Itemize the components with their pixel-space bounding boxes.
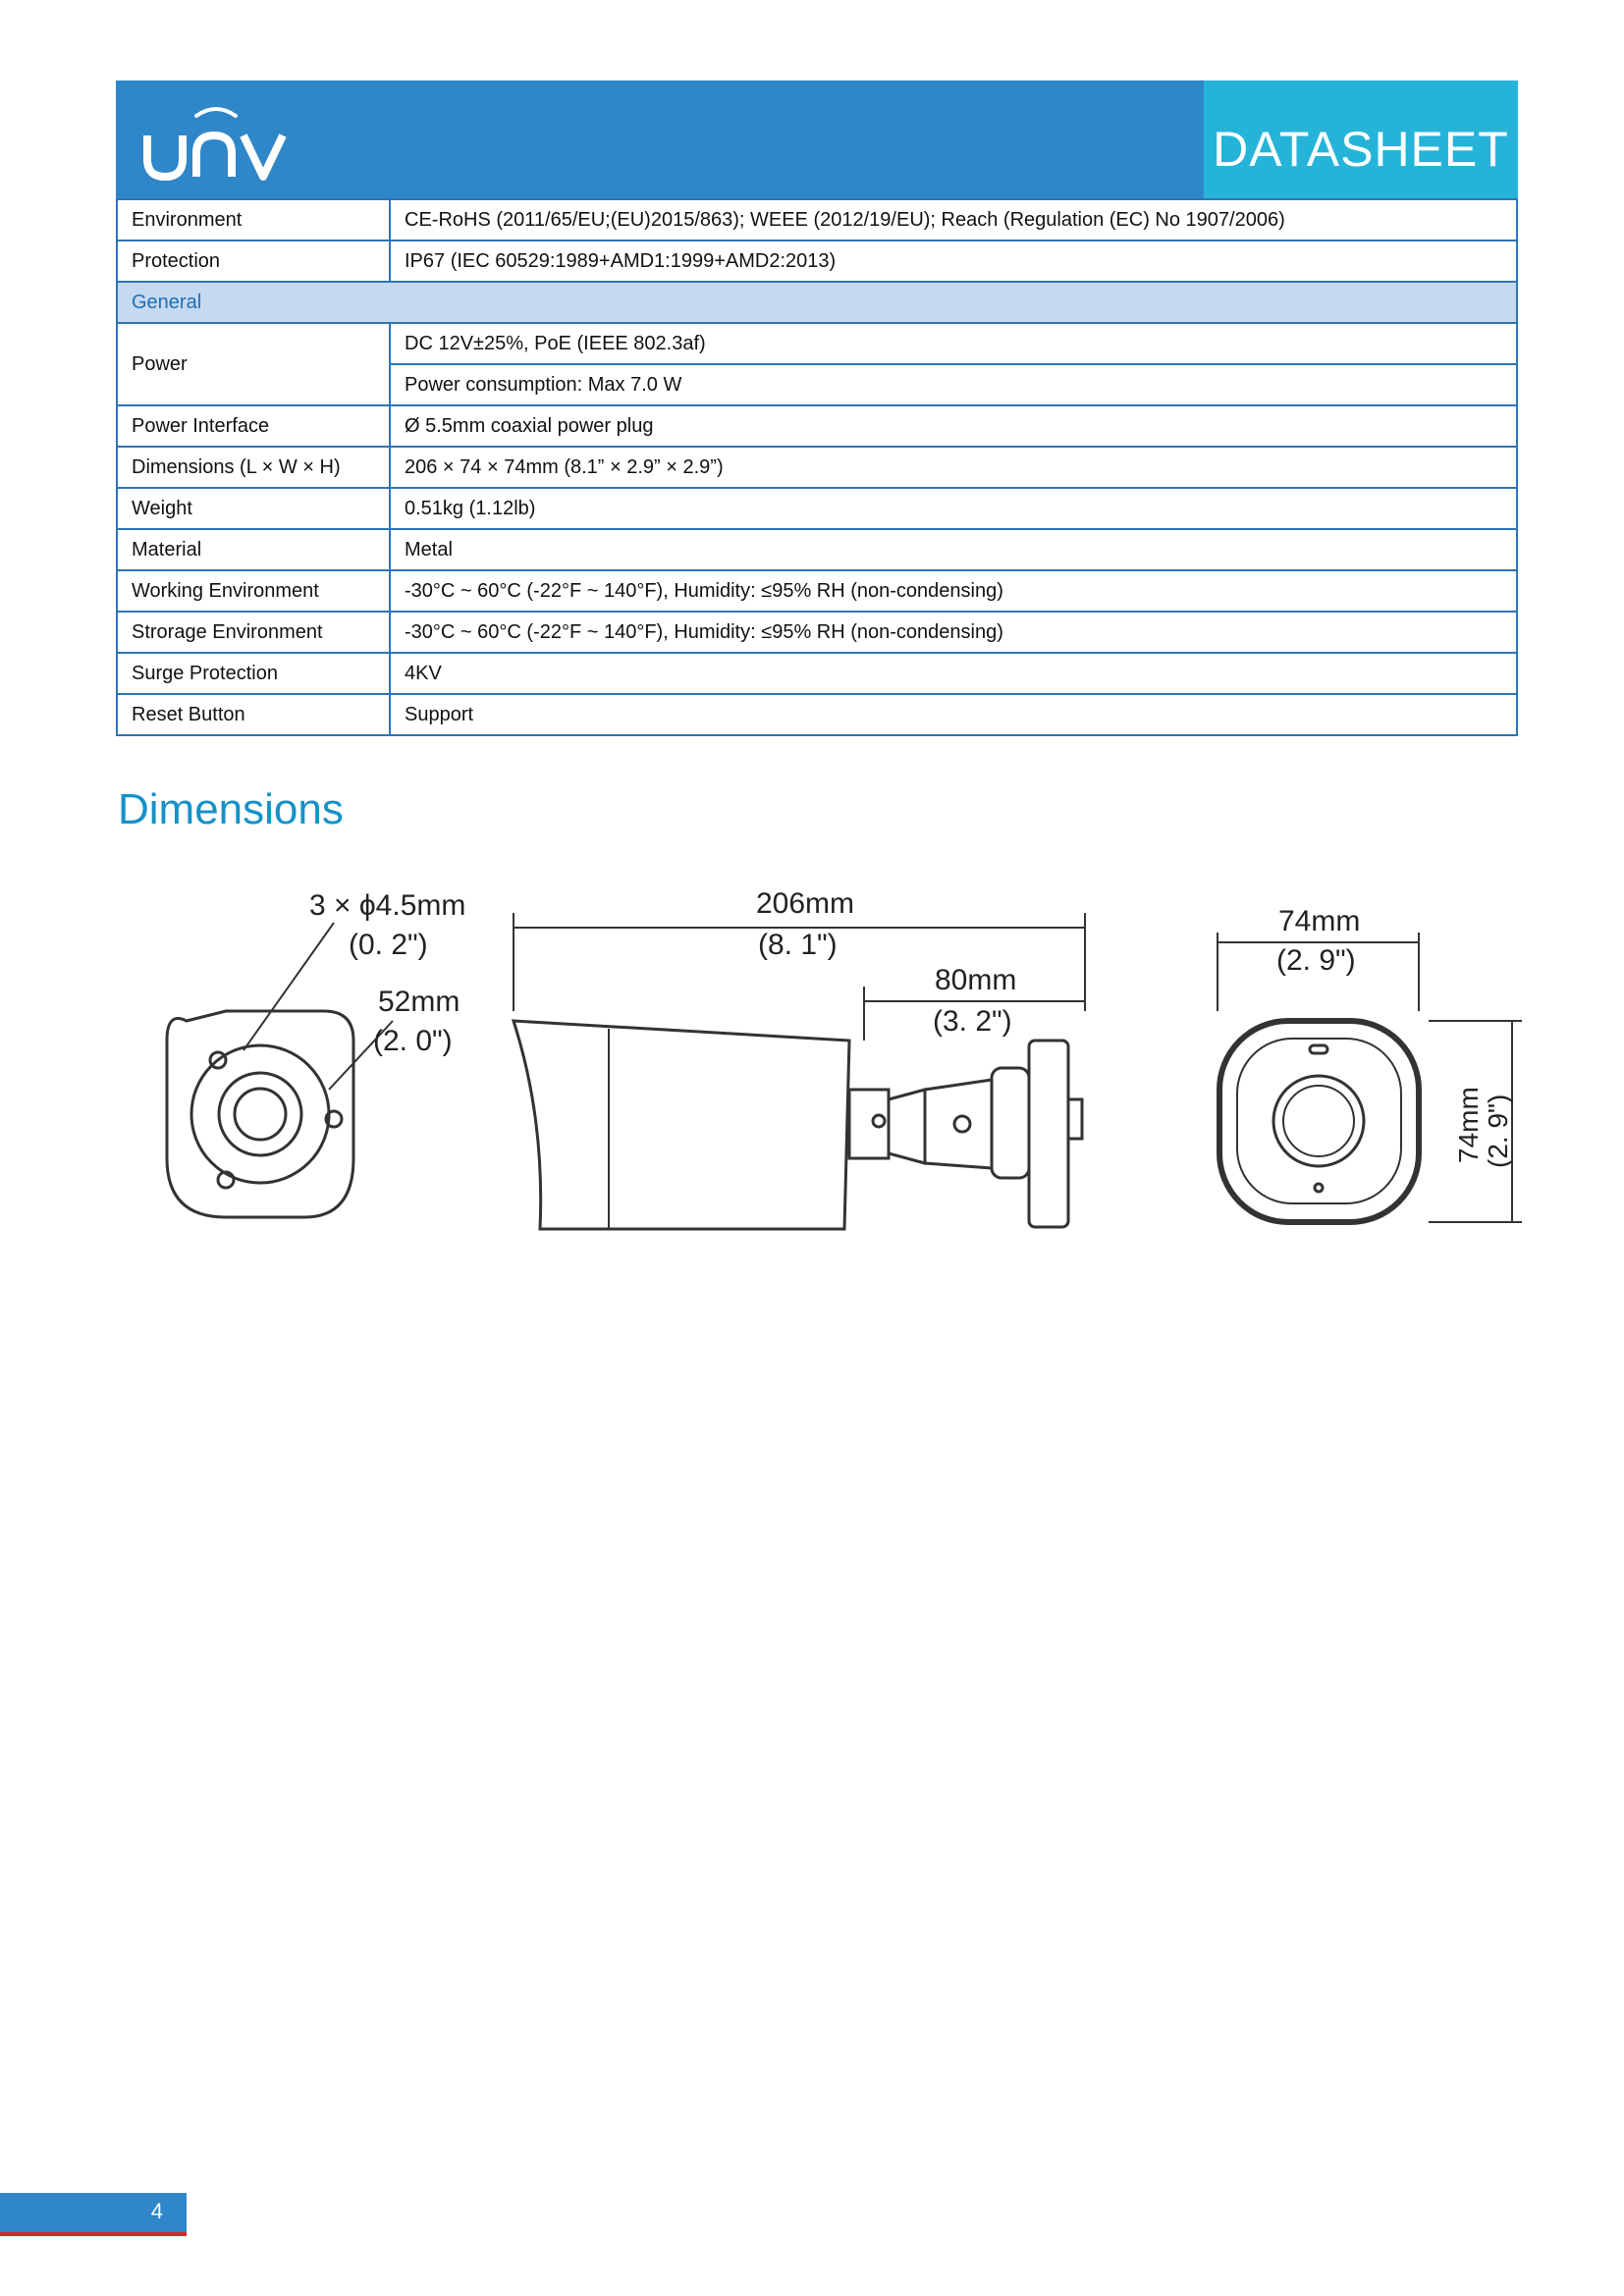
row-label: Power — [117, 323, 390, 405]
datasheet-title: DATASHEET — [1213, 122, 1509, 177]
row-value: Ø 5.5mm coaxial power plug — [390, 405, 1517, 447]
row-label: Power Interface — [117, 405, 390, 447]
rear-holes-label: 3 × ϕ4.5mm — [309, 889, 466, 922]
footer-page-bar — [0, 2193, 187, 2236]
row-value: DC 12V±25%, PoE (IEEE 802.3af) — [390, 323, 1517, 364]
front-height-inch-label: (2. 9") — [1483, 1094, 1513, 1168]
table-row — [117, 323, 1517, 364]
front-width-label: 74mm — [1278, 905, 1361, 937]
row-value: Power consumption: Max 7.0 W — [390, 364, 1517, 405]
row-label: Dimensions (L × W × H) — [117, 447, 390, 488]
front-height-label: 74mm — [1453, 1087, 1484, 1163]
row-value: 206 × 74 × 74mm (8.1” × 2.9” × 2.9”) — [390, 447, 1517, 488]
table-row — [117, 653, 1517, 694]
section-title: General — [117, 282, 1517, 323]
datasheet-label-box — [1204, 80, 1518, 198]
row-value: CE-RoHS (2011/65/EU;(EU)2015/863); WEEE (2012/19/EU); Reach (Regulation (EC) No 1907/2006) — [390, 199, 1517, 240]
table-row — [117, 612, 1517, 653]
front-width-inch-label: (2. 9") — [1276, 944, 1356, 977]
row-label: Protection — [117, 240, 390, 282]
side-bracket-label: 80mm — [935, 964, 1017, 996]
dimension-drawing — [128, 864, 1542, 1256]
row-label: Surge Protection — [117, 653, 390, 694]
table-row — [117, 694, 1517, 735]
table-row — [117, 447, 1517, 488]
front-view-drawing — [1218, 933, 1522, 1222]
side-length-inch-label: (8. 1") — [758, 929, 838, 961]
row-value: 4KV — [390, 653, 1517, 694]
rear-mount-label: 52mm — [378, 986, 460, 1018]
row-label: Reset Button — [117, 694, 390, 735]
rear-mount-inch-label: (2. 0") — [373, 1025, 453, 1057]
spec-table — [116, 198, 1518, 736]
table-row — [117, 199, 1517, 240]
rear-view-drawing — [167, 923, 393, 1217]
row-value: Metal — [390, 529, 1517, 570]
unv-logo — [137, 98, 295, 187]
table-row — [117, 570, 1517, 612]
row-label: Working Environment — [117, 570, 390, 612]
table-row — [117, 529, 1517, 570]
row-label: Environment — [117, 199, 390, 240]
row-label: Material — [117, 529, 390, 570]
row-value: Support — [390, 694, 1517, 735]
dimensions-heading: Dimensions — [118, 785, 344, 833]
row-value: 0.51kg (1.12lb) — [390, 488, 1517, 529]
row-value: -30°C ~ 60°C (-22°F ~ 140°F), Humidity: ≤95% RH (non-condensing) — [390, 612, 1517, 653]
datasheet-header — [116, 80, 1518, 198]
side-length-label: 206mm — [756, 887, 855, 920]
row-label: Strorage Environment — [117, 612, 390, 653]
page-number: 4 — [150, 2199, 163, 2223]
table-row — [117, 240, 1517, 282]
rear-holes-inch-label: (0. 2") — [349, 929, 428, 961]
row-value: -30°C ~ 60°C (-22°F ~ 140°F), Humidity: ≤95% RH (non-condensing) — [390, 570, 1517, 612]
table-row — [117, 488, 1517, 529]
side-bracket-inch-label: (3. 2") — [933, 1005, 1012, 1038]
section-header-general — [117, 282, 1517, 323]
row-value: IP67 (IEC 60529:1989+AMD1:1999+AMD2:2013) — [390, 240, 1517, 282]
table-row — [117, 405, 1517, 447]
row-label: Weight — [117, 488, 390, 529]
